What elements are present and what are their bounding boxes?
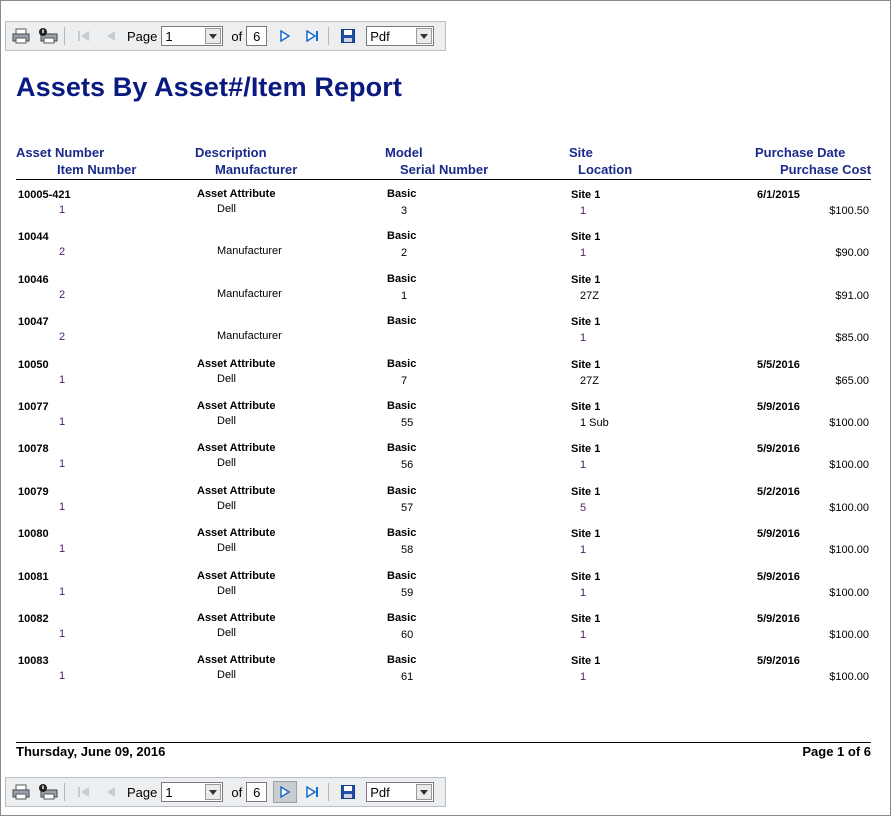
report-title: Assets By Asset#/Item Report: [16, 72, 402, 102]
cell-model: Basic: [387, 442, 417, 454]
save-icon: [341, 785, 355, 799]
header-purchase-cost: Purchase Cost: [780, 162, 872, 177]
cell-location: 1: [580, 247, 587, 259]
print-icon: [12, 784, 30, 800]
save-button[interactable]: [336, 781, 360, 803]
export-print-button[interactable]: [36, 25, 60, 47]
cell-manufacturer: Dell: [217, 415, 236, 427]
cell-model: Basic: [387, 400, 417, 412]
cell-purchase-date: 5/9/2016: [757, 571, 800, 583]
header-asset-number: Asset Number: [16, 145, 105, 160]
cell-site: Site 1: [571, 571, 601, 583]
cell-purchase-cost: $100.00: [829, 459, 869, 471]
cell-purchase-cost: $100.00: [829, 629, 869, 641]
cell-purchase-cost: $90.00: [835, 247, 869, 259]
previous-page-icon: [105, 786, 117, 798]
cell-description: Asset Attribute: [197, 527, 276, 539]
cell-location: 1: [580, 671, 587, 683]
first-page-button[interactable]: [72, 25, 96, 47]
report-toolbar-bottom: [5, 777, 446, 807]
cell-model: Basic: [387, 230, 417, 242]
export-format-select[interactable]: [366, 26, 434, 46]
last-page-button[interactable]: [300, 25, 324, 47]
cell-site: Site 1: [571, 231, 601, 243]
cell-model: Basic: [387, 485, 417, 497]
header-location: Location: [578, 162, 633, 177]
cell-site: Site 1: [571, 359, 601, 371]
cell-purchase-cost: $100.00: [829, 502, 869, 514]
cell-manufacturer: Dell: [217, 542, 236, 554]
first-page-button[interactable]: [72, 781, 96, 803]
last-page-button[interactable]: [300, 781, 324, 803]
page-select-value: 1: [165, 784, 173, 800]
cell-model: Basic: [387, 612, 417, 624]
cell-item-number: 2: [59, 246, 66, 258]
header-purchase-date: Purchase Date: [755, 145, 846, 160]
cell-serial-number: 3: [401, 205, 408, 217]
cell-site: Site 1: [571, 401, 601, 413]
header-description: Description: [195, 145, 267, 160]
cell-manufacturer: Dell: [217, 500, 236, 512]
cell-site: Site 1: [571, 613, 601, 625]
cell-model: Basic: [387, 570, 417, 582]
cell-item-number: 2: [59, 289, 66, 301]
cell-asset-number: 10047: [18, 316, 49, 328]
cell-purchase-date: 5/9/2016: [757, 613, 800, 625]
cell-item-number: 2: [59, 331, 66, 343]
header-site: Site: [569, 145, 593, 160]
header-rule: [16, 179, 871, 180]
chevron-down-icon[interactable]: [416, 784, 432, 800]
cell-description: Asset Attribute: [197, 612, 276, 624]
footer-page-info: Page 1 of 6: [802, 744, 871, 759]
cell-serial-number: 56: [401, 459, 414, 471]
cell-site: Site 1: [571, 274, 601, 286]
cell-model: Basic: [387, 315, 417, 327]
cell-item-number: 1: [59, 458, 66, 470]
cell-asset-number: 10083: [18, 655, 49, 667]
cell-serial-number: 7: [401, 375, 408, 387]
save-icon: [341, 29, 355, 43]
page-label: Page: [127, 28, 158, 44]
cell-site: Site 1: [571, 655, 601, 667]
next-page-button[interactable]: [273, 781, 297, 803]
cell-site: Site 1: [571, 443, 601, 455]
cell-model: Basic: [387, 527, 417, 539]
cell-serial-number: 55: [401, 417, 414, 429]
footer-rule: [16, 742, 871, 743]
cell-item-number: 1: [59, 543, 66, 555]
page-select[interactable]: [161, 26, 223, 46]
cell-purchase-date: 5/9/2016: [757, 443, 800, 455]
print-icon: [12, 28, 30, 44]
cell-site: Site 1: [571, 316, 601, 328]
cell-asset-number: 10082: [18, 613, 49, 625]
cell-manufacturer: Dell: [217, 669, 236, 681]
cell-purchase-cost: $100.00: [829, 587, 869, 599]
cell-asset-number: 10079: [18, 486, 49, 498]
cell-manufacturer: Manufacturer: [217, 330, 282, 342]
export-print-button[interactable]: [36, 781, 60, 803]
cell-item-number: 1: [59, 501, 66, 513]
cell-manufacturer: Dell: [217, 203, 236, 215]
last-page-icon: [305, 786, 319, 798]
export-format-select[interactable]: [366, 782, 434, 802]
print-button[interactable]: [9, 25, 33, 47]
print-button[interactable]: [9, 781, 33, 803]
cell-serial-number: 1: [401, 290, 408, 302]
page-select[interactable]: [161, 782, 223, 802]
report-toolbar-top: [5, 21, 446, 51]
export-print-icon: [38, 28, 58, 44]
cell-purchase-cost: $100.00: [829, 417, 869, 429]
cell-item-number: 1: [59, 374, 66, 386]
toolbar-separator: [64, 27, 65, 45]
cell-manufacturer: Dell: [217, 373, 236, 385]
cell-asset-number: 10080: [18, 528, 49, 540]
cell-location: 1: [580, 629, 587, 641]
header-manufacturer: Manufacturer: [215, 162, 298, 177]
chevron-down-icon[interactable]: [205, 784, 221, 800]
cell-purchase-date: 5/9/2016: [757, 655, 800, 667]
cell-serial-number: 59: [401, 587, 414, 599]
cell-model: Basic: [387, 358, 417, 370]
cell-purchase-cost: $91.00: [835, 290, 869, 302]
cell-asset-number: 10078: [18, 443, 49, 455]
cell-location: 1: [580, 205, 587, 217]
cell-description: Asset Attribute: [197, 188, 276, 200]
cell-description: Asset Attribute: [197, 570, 276, 582]
cell-manufacturer: Dell: [217, 457, 236, 469]
cell-purchase-date: 5/9/2016: [757, 528, 800, 540]
footer-date: Thursday, June 09, 2016: [16, 744, 166, 759]
toolbar-separator: [328, 783, 329, 801]
cell-location: 1: [580, 332, 587, 344]
cell-serial-number: 60: [401, 629, 414, 641]
cell-asset-number: 10050: [18, 359, 49, 371]
cell-model: Basic: [387, 273, 417, 285]
last-page-icon: [305, 30, 319, 42]
previous-page-button[interactable]: [99, 781, 123, 803]
of-label: of: [231, 28, 243, 44]
next-page-icon: [279, 30, 291, 42]
header-model: Model: [385, 145, 423, 160]
cell-item-number: 1: [59, 670, 66, 682]
cell-description: Asset Attribute: [197, 442, 276, 454]
cell-manufacturer: Dell: [217, 585, 236, 597]
of-label: of: [231, 784, 243, 800]
cell-asset-number: 10046: [18, 274, 49, 286]
cell-asset-number: 10081: [18, 571, 49, 583]
cell-purchase-date: 5/5/2016: [757, 359, 800, 371]
cell-description: Asset Attribute: [197, 485, 276, 497]
cell-description: Asset Attribute: [197, 400, 276, 412]
cell-location: 27Z: [580, 375, 599, 387]
chevron-down-icon[interactable]: [205, 28, 221, 44]
export-format-value: Pdf: [370, 28, 390, 44]
cell-item-number: 1: [59, 586, 66, 598]
cell-manufacturer: Manufacturer: [217, 288, 282, 300]
cell-site: Site 1: [571, 528, 601, 540]
page-label: Page: [127, 784, 158, 800]
cell-manufacturer: Manufacturer: [217, 245, 282, 257]
cell-location: 5: [580, 502, 587, 514]
first-page-icon: [77, 786, 91, 798]
cell-manufacturer: Dell: [217, 627, 236, 639]
cell-location: 1 Sub: [580, 417, 609, 429]
total-pages: 6: [246, 782, 267, 802]
cell-purchase-cost: $100.00: [829, 544, 869, 556]
cell-location: 27Z: [580, 290, 599, 302]
cell-item-number: 1: [59, 204, 66, 216]
header-item-number: Item Number: [57, 162, 137, 177]
cell-asset-number: 10077: [18, 401, 49, 413]
cell-model: Basic: [387, 188, 417, 200]
cell-model: Basic: [387, 654, 417, 666]
cell-serial-number: 2: [401, 247, 408, 259]
next-page-icon: [279, 786, 291, 798]
cell-serial-number: 57: [401, 502, 414, 514]
save-button[interactable]: [336, 25, 360, 47]
export-format-value: Pdf: [370, 784, 390, 800]
header-serial-number: Serial Number: [400, 162, 489, 177]
previous-page-button[interactable]: [99, 25, 123, 47]
cell-purchase-cost: $85.00: [835, 332, 869, 344]
cell-purchase-date: 5/2/2016: [757, 486, 800, 498]
first-page-icon: [77, 30, 91, 42]
cell-purchase-date: 5/9/2016: [757, 401, 800, 413]
chevron-down-icon[interactable]: [416, 28, 432, 44]
cell-site: Site 1: [571, 189, 601, 201]
cell-item-number: 1: [59, 416, 66, 428]
cell-serial-number: 61: [401, 671, 414, 683]
next-page-button[interactable]: [273, 25, 297, 47]
cell-purchase-cost: $100.00: [829, 671, 869, 683]
cell-purchase-cost: $100.50: [829, 205, 869, 217]
cell-asset-number: 10044: [18, 231, 49, 243]
cell-location: 1: [580, 587, 587, 599]
cell-serial-number: 58: [401, 544, 414, 556]
export-print-icon: [38, 784, 58, 800]
total-pages: 6: [246, 26, 267, 46]
cell-item-number: 1: [59, 628, 66, 640]
cell-site: Site 1: [571, 486, 601, 498]
previous-page-icon: [105, 30, 117, 42]
cell-description: Asset Attribute: [197, 654, 276, 666]
cell-purchase-date: 6/1/2015: [757, 189, 800, 201]
cell-asset-number: 10005-421: [18, 189, 71, 201]
toolbar-separator: [328, 27, 329, 45]
toolbar-separator: [64, 783, 65, 801]
page-select-value: 1: [165, 28, 173, 44]
cell-purchase-cost: $65.00: [835, 375, 869, 387]
cell-location: 1: [580, 544, 587, 556]
cell-description: Asset Attribute: [197, 358, 276, 370]
cell-location: 1: [580, 459, 587, 471]
